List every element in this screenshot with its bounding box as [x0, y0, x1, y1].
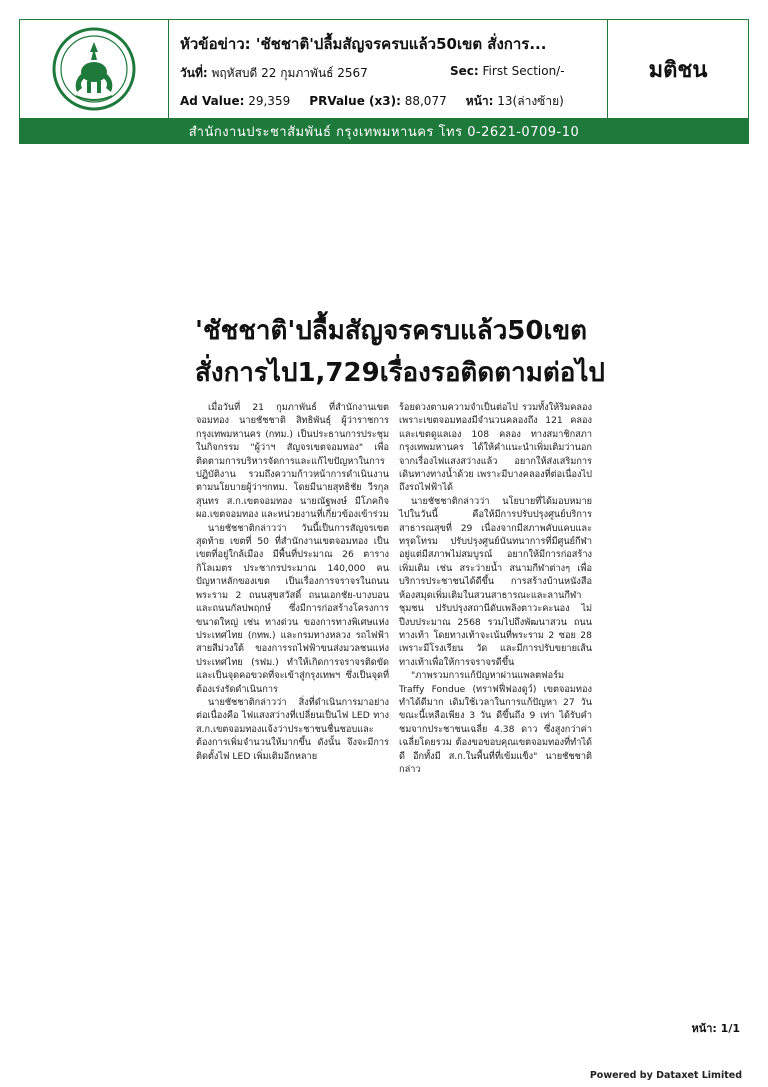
bma-seal-logo: [51, 26, 137, 112]
paragraph: นายชัชชาติกล่าวว่า สิ่งที่ดำเนินการมาอย่างต่อเนื่องคือ ไฟแสงสว่างที่เปลี่ยนเป็นไฟ LED ทาง ส.ก.เขตจอมทองแจ้งว่าประชาชนชื่นชอบและต้องการเพิ่มจำนวนให้มากขึ้น ดังนั้น จึงจะมีการติดตั้งไฟ LED เพิ่มเติมอีกหลาย: [196, 696, 389, 762]
date-label: วันที่:: [180, 66, 208, 80]
article-title-line1: 'ชัชชาติ'ปลื้มสัญจรครบแล้ว50เขต: [195, 316, 588, 346]
article-title: [195, 310, 605, 394]
date-value: พฤหัสบดี 22 กุมภาพันธ์ 2567: [211, 66, 368, 80]
value-row: [180, 92, 564, 111]
clipping-info: [180, 20, 620, 118]
headline-label: หัวข้อข่าว:: [180, 35, 251, 53]
contact-bar: สำนักงานประชาสัมพันธ์ กรุงเทพมหานคร โทร 0-2621-0709-10: [20, 118, 748, 144]
powered-by: Powered by Dataxet Limited: [589, 1070, 742, 1081]
section-value: First Section/-: [482, 64, 565, 78]
publication-name: มติชน: [607, 20, 748, 118]
logo-cell: [20, 20, 169, 118]
page-label: หน้า:: [465, 94, 494, 108]
paragraph: ร้อยดวงตามความจำเป็นต่อไป รวมทั้งให้ริมคลองเพราะเขตจอมทองมีจำนวนคลองถึง 121 คลอง และเขตดูแลเอง 108 คลอง ทางสมาชิกสภากรุงเทพมหานคร ได้ให้คำแนะนำเพิ่มเติมว่านอกจากเรื่องไฟแสงสว่างแล้ว อยากให้ส่งเสริมการเดินทางทางน้ำด้วย เพราะมีบางคลองที่ต่อเนื่องไปถึงรถไฟฟ้าได้: [399, 402, 592, 494]
headline-text: 'ชัชชาติ'ปลื้มสัญจรครบแล้ว50เขต สั่งการ...: [255, 35, 547, 53]
page-value: 13(ล่างซ้าย): [497, 94, 564, 108]
section-label: Sec:: [450, 64, 479, 78]
paragraph: "ภาพรวมการแก้ปัญหาผ่านแพลตฟอร์ม Traffy Fondue (ทราฟฟี่ฟองดูว์) เขตจอมทองทำได้ดีมาก เดิมใช้เวลาในการแก้ปัญหา 27 วัน ขณะนี้เหลือเพียง 3 วัน ดีขึ้นถึง 9 เท่า ได้รับคำชมจากประชาชนเฉลี่ย 4.38 ดาว ซึ่งสูงกว่าค่าเฉลี่ยโดยรวม ต้องขอขอบคุณเขตจอมทองที่ทำได้ดี อีกทั้งมี ส.ก.ในพื้นที่ที่เข้มแข็ง" นายชัชชาติกล่าว: [399, 670, 592, 775]
paragraph: เมื่อวันที่ 21 กุมภาพันธ์ ที่สำนักงานเขตจอมทอง นายชัชชาติ สิทธิพันธุ์ ผู้ว่าราชการกรุงเทพมหานคร (กทม.) เป็นประธานการประชุมในกิจกรรม "ผู้ว่าฯ สัญจรเขตจอมทอง" เพื่อติดตามการบริหารจัดการและแก้ไขปัญหาในการปฏิบัติงาน รวมถึงความก้าวหน้าการดำเนินงานตามนโยบายผู้ว่าฯกทม. โดยมีนายสุทธิชัย วีรกุลสุนทร ส.ก.เขตจอมทอง นายณัฐพงษ์ มีโภคกิจ ผอ.เขตจอมทอง และหน่วยงานที่เกี่ยวข้องเข้าร่วม: [196, 402, 389, 521]
headline-row: [180, 32, 546, 56]
ad-value-label: Ad Value:: [180, 94, 245, 108]
section-row: [450, 64, 565, 78]
article-column-left: [196, 401, 389, 763]
pr-value: 88,077: [404, 94, 447, 108]
date-row: [180, 64, 368, 83]
pr-value-label: PRValue (x3):: [309, 94, 401, 108]
paragraph: นายชัชชาติกล่าวว่า วันนี้เป็นการสัญจรเขตสุดท้าย เขตที่ 50 ที่สำนักงานเขตจอมทอง เป็นเขตที่อยู่ใกล้เมือง มีพื้นที่ประมาณ 26 ตารางกิโลเมตร ประชากรประมาณ 140,000 คน ปัญหาหลักของเขต เป็นเรื่องการจราจรในถนนพระราม 2 ถนนสุขสวัสดิ์ ถนนเอกชัย-บางบอน และถนนกัลปพฤกษ์ ซึ่งมีการก่อสร้างโครงการขนาดใหญ่ เช่น ทางด่วน ของการทางพิเศษแห่งประเทศไทย (กทพ.) และกรมทางหลวง รถไฟฟ้าสายสีม่วงใต้ ของการรถไฟฟ้าขนส่งมวลชนแห่งประเทศไทย (รฟม.) ทำให้เกิดการจราจรติดขัดและเป็นจุดคอขวดที่จะเข้าสู่กรุงเทพฯ ซึ่งเป็นจุดที่ต้องเร่งรัดดำเนินการ: [196, 522, 389, 695]
article-title-line2: สั่งการไป1,729เรื่องรอติดตามต่อไป: [195, 358, 605, 388]
clipping-header: [19, 19, 749, 144]
page-indicator: หน้า: 1/1: [691, 1022, 740, 1035]
ad-value: 29,359: [248, 94, 291, 108]
article-column-right: [399, 401, 592, 776]
paragraph: นายชัชชาติกล่าวว่า นโยบายที่ได้มอบหมายไปในวันนี้ คือให้มีการปรับปรุงศูนย์บริการสาธารณสุขที่ 29 เนื่องจากมีสภาพคับแคบและทรุดโทรม ปรับปรุงศูนย์นันทนาการที่มีศูนย์กีฬาอยู่แต่มีสภาพไม่สมบูรณ์ อยากให้มีการก่อสร้างเพิ่มเติม เช่น สระว่ายน้ำ สนามกีฬาต่างๆ เพื่อบริการประชาชนได้ดีขึ้น การสร้างบ้านหนังสือ ห้องสมุดเพิ่มเติมในสวนสาธารณะและลานกีฬาชุมชน ปรับปรุงสถานีดับเพลิงตาวะคะนอง ไม่ปีงบประมาณ 2568 รวมไปถึงพัฒนาสวน ถนน ทางเท้า โดยทางเท้าจะเน้นที่พระราม 2 ซอย 28 เพราะมีโรงเรียน วัด และมีการปรับขยายเส้นทางเท้าเพื่อให้การจราจรดีขึ้น: [399, 495, 592, 668]
